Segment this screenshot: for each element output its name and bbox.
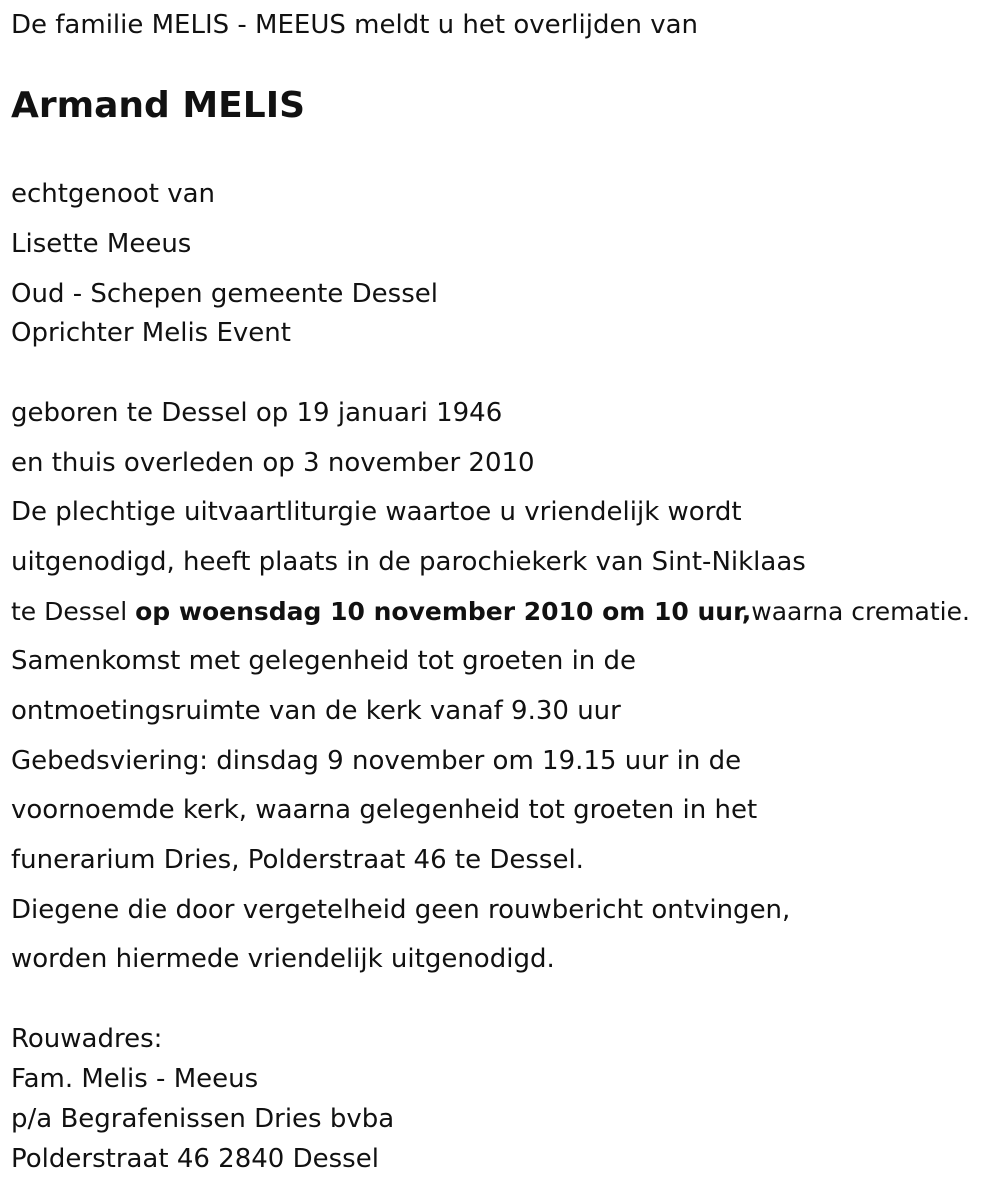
funeral-line-3-end: waarna crematie.	[751, 597, 970, 626]
address-label: Rouwadres:	[11, 1024, 163, 1054]
address-line-1: Fam. Melis - Meeus	[11, 1064, 259, 1094]
funeral-line-8: funerarium Dries, Polderstraat 46 te Dessel.	[11, 845, 584, 875]
title-2: Oprichter Melis Event	[11, 318, 291, 348]
funeral-line-6: Gebedsviering: dinsdag 9 november om 19.15 uur in de	[11, 746, 742, 776]
born-text: geboren te Dessel op 19 januari 1946	[11, 398, 503, 428]
died-text: en thuis overleden op 3 november 2010	[11, 448, 535, 478]
funeral-line-1: De plechtige uitvaartliturgie waartoe u vriendelijk wordt	[11, 497, 742, 527]
funeral-line-3	[11, 599, 970, 624]
spouse-name: Lisette Meeus	[11, 229, 192, 259]
title-1: Oud - Schepen gemeente Dessel	[11, 279, 438, 309]
relation-label: echtgenoot van	[11, 179, 216, 209]
funeral-line-9: Diegene die door vergetelheid geen rouwbericht ontvingen,	[11, 895, 791, 925]
funeral-line-3-start: te Dessel	[11, 597, 136, 626]
funeral-line-10: worden hiermede vriendelijk uitgenodigd.	[11, 944, 555, 974]
funeral-line-7: voornoemde kerk, waarna gelegenheid tot groeten in het	[11, 795, 758, 825]
funeral-line-4: Samenkomst met gelegenheid tot groeten in de	[11, 646, 637, 676]
intro-text: De familie MELIS - MEEUS meldt u het overlijden van	[11, 10, 699, 40]
funeral-line-2: uitgenodigd, heeft plaats in de parochiekerk van Sint-Niklaas	[11, 547, 806, 577]
funeral-line-5: ontmoetingsruimte van de kerk vanaf 9.30 uur	[11, 696, 621, 726]
address-line-3: Polderstraat 46 2840 Dessel	[11, 1144, 379, 1174]
funeral-date-time: op woensdag 10 november 2010 om 10 uur,	[135, 597, 752, 626]
address-line-2: p/a Begrafenissen Dries bvba	[11, 1104, 395, 1134]
deceased-name: Armand MELIS	[11, 85, 306, 126]
